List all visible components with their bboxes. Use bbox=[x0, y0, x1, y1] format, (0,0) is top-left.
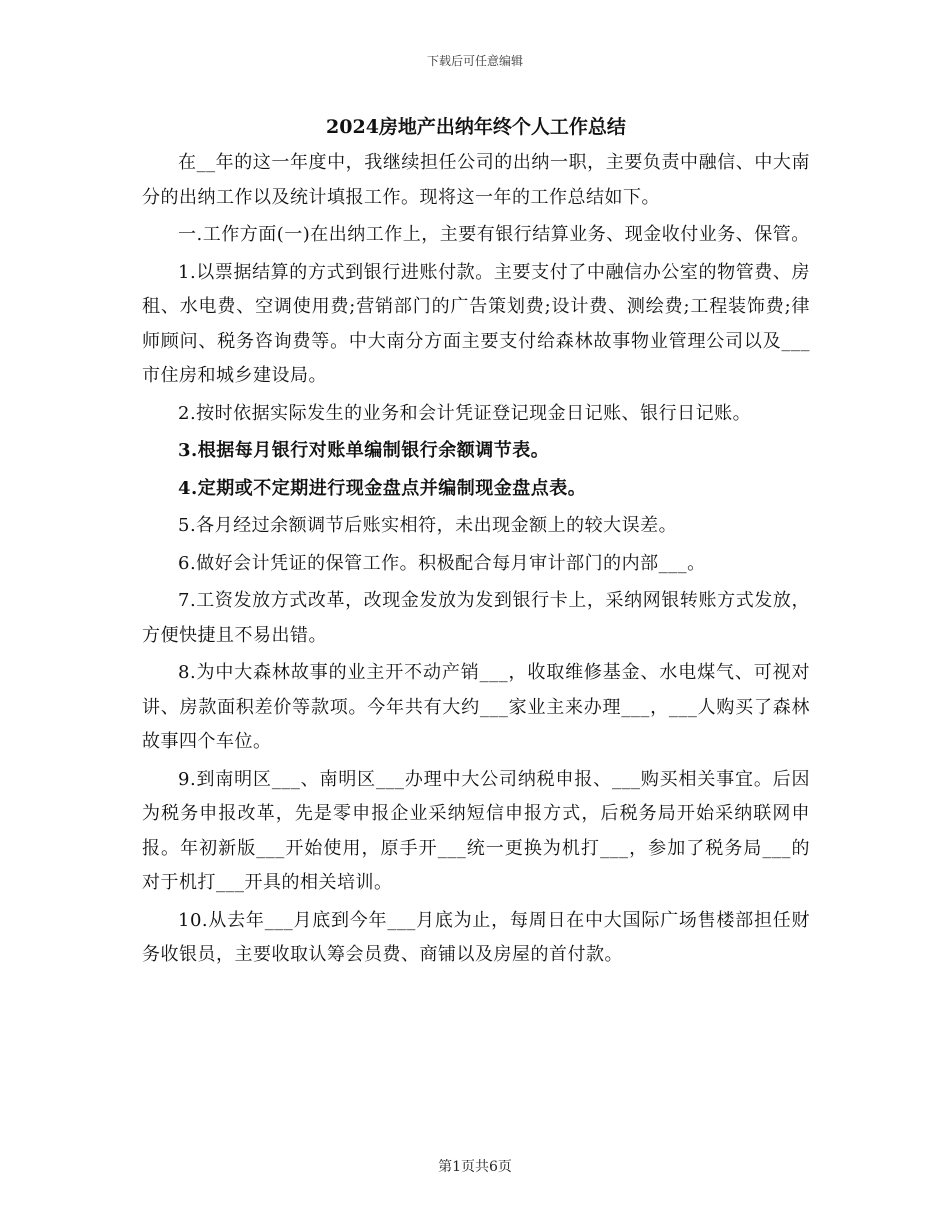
header-note: 下载后可任意编辑 bbox=[426, 54, 523, 68]
paragraph-item-5: 5.各月经过余额调节后账实相符，未出现金额上的较大误差。 bbox=[178, 515, 678, 536]
document-title: 2024房地产出纳年终个人工作总结 bbox=[326, 116, 626, 138]
paragraph-item-9: 9.到南明区___、南明区___办理中大公司纳税申报、___购买相关事宜。后因为税务申报改革，先是零申报企业采纳短信申报方式，后税务局开始采纳联网申报。年初新版___开始使用，原手开___统一更换为机打___，参加了税务局___的对于机打___开具的相关培训。 bbox=[142, 768, 810, 893]
page-number: 第1页共6页 bbox=[438, 1159, 512, 1175]
paragraph-item-10: 10.从去年___月底到今年___月底为止，每周日在中大国际广场售楼部担任财务收银员，主要收取认筹会员费、商铺以及房屋的首付款。 bbox=[142, 909, 810, 965]
paragraph-item-4: 4.定期或不定期进行现金盘点并编制现金盘点表。 bbox=[178, 477, 587, 499]
paragraph-section-1: 一.工作方面(一)在出纳工作上，主要有银行结算业务、现金收付业务、保管。 bbox=[178, 224, 810, 245]
paragraph-item-1: 1.以票据结算的方式到银行进账付款。主要支付了中融信办公室的物管费、房租、水电费、空调使用费;营销部门的广告策划费;设计费、测绘费;工程装饰费;律师顾问、税务咨询费等。中大南分方面主要支付给森林故事物业管理公司以及___市住房和城乡建设局。 bbox=[142, 261, 810, 386]
document-body bbox=[142, 112, 810, 976]
paragraph-item-2: 2.按时依据实际发生的业务和会计凭证登记现金日记账、银行日记账。 bbox=[178, 402, 752, 424]
paragraph-intro: 在__年的这一年度中，我继续担任公司的出纳一职，主要负责中融信、中大南分的出纳工作以及统计填报工作。现将这一年的工作总结如下。 bbox=[142, 152, 810, 208]
paragraph-item-6: 6.做好会计凭证的保管工作。积极配合每月审计部门的内部___。 bbox=[178, 552, 706, 574]
paragraph-item-8: 8.为中大森林故事的业主开不动产销___，收取维修基金、水电煤气、可视对讲、房款面积差价等款项。今年共有大约___家业主来办理___，___人购买了森林故事四个车位。 bbox=[142, 662, 810, 752]
paragraph-item-3: 3.根据每月银行对账单编制银行余额调节表。 bbox=[178, 440, 550, 461]
paragraph-item-7: 7.工资发放方式改革，改现金发放为发到银行卡上，采纳网银转账方式发放，方便快捷且不易出错。 bbox=[142, 590, 810, 646]
